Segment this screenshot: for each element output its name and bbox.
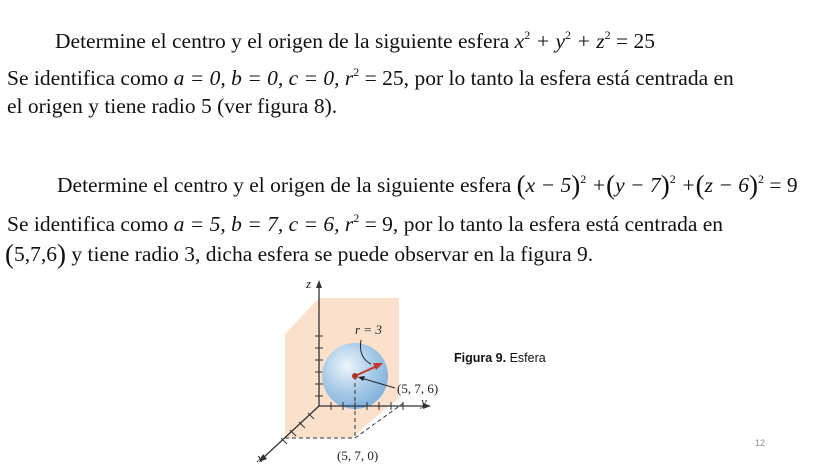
example1-identification-prefix: Se identifica como bbox=[7, 66, 169, 90]
example1-identification-suffix: por lo tanto la esfera está centrada en bbox=[414, 66, 734, 90]
projection-point-label: (5, 7, 0) bbox=[337, 448, 379, 463]
example2-param-a: a = 5, bbox=[173, 212, 226, 236]
example1-param-a: a = 0, bbox=[173, 66, 226, 90]
example2-param-c: c = 6, bbox=[288, 212, 340, 236]
example1-param-r: $r^2 = 25$, bbox=[344, 65, 410, 90]
x-axis-label: x bbox=[257, 450, 263, 465]
radius-label: r = 3 bbox=[355, 322, 382, 337]
page-number: 12 bbox=[755, 438, 766, 448]
example1-prompt-line bbox=[55, 22, 655, 54]
example2-identification-line bbox=[7, 205, 723, 237]
example1-conclusion: el origen y tiene radio 5 (ver figura 8). bbox=[7, 94, 338, 118]
example2-prompt: Determine el centro y el origen de la siguiente esfera bbox=[57, 173, 512, 197]
figure-caption-text: Esfera bbox=[509, 351, 546, 365]
example1-param-b: b = 0, bbox=[231, 66, 284, 90]
figure-caption-number: Figura 9. bbox=[454, 351, 507, 365]
example2-identification-prefix: Se identifica como bbox=[7, 212, 169, 236]
sphere-figure bbox=[255, 278, 455, 466]
example2-identification-suffix: por lo tanto la esfera está centrada en bbox=[403, 212, 724, 236]
example1-prompt: Determine el centro y el origen de la siguiente esfera bbox=[55, 29, 510, 53]
example2-conclusion: (5,7,6) y tiene radio 3, dicha esfera se puede observar en la figura 9. bbox=[5, 239, 594, 269]
example1-identification-line bbox=[7, 59, 734, 91]
z-axis-label: z bbox=[306, 276, 312, 291]
example1-param-c: c = 0, bbox=[288, 66, 340, 90]
example2-param-r: $r^2 = 9$, bbox=[344, 211, 399, 236]
y-axis-label: y bbox=[421, 394, 427, 409]
example2-equation: $(x - 5)^2 +(y - 7)^2 +(z - 6)^2 = 9$ bbox=[516, 170, 798, 200]
figure-caption bbox=[454, 351, 546, 365]
sphere-diagram-icon bbox=[255, 278, 455, 466]
example2-param-b: b = 7, bbox=[231, 212, 284, 236]
example2-prompt-line bbox=[57, 166, 798, 198]
center-point-label: (5, 7, 6) bbox=[397, 381, 439, 396]
example1-equation: $x^2 + y^2 + z^2 = 25$ bbox=[514, 28, 656, 53]
example2-center: 5,7,6 bbox=[14, 242, 57, 266]
example2-conclusion-text: y tiene radio 3, dicha esfera se puede observar en la figura 9. bbox=[71, 242, 594, 266]
